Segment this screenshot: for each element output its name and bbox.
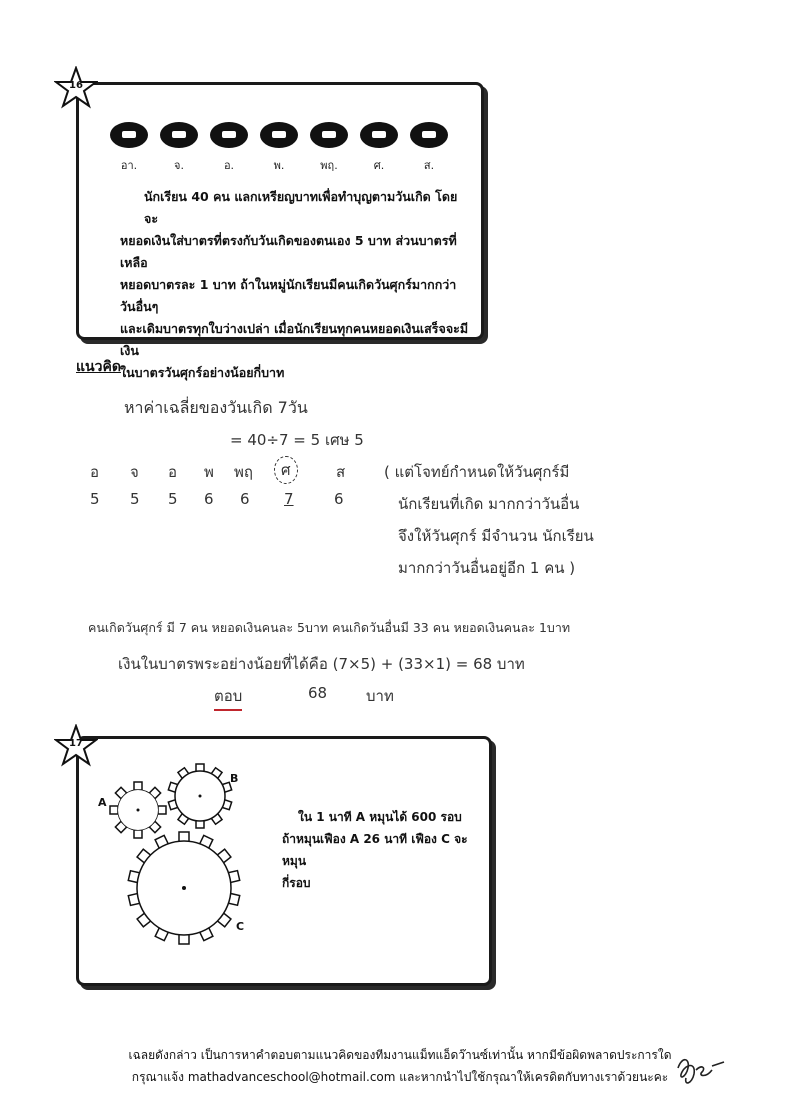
day-label: อ. (223, 159, 235, 172)
footer-line-2: กรุณาแจ้ง mathadvanceschool@hotmail.com และหากนำไปใช้กรุณาให้เครดิตกับทางเราด้วยนะคะ (131, 1070, 669, 1084)
count-value: 6 (204, 490, 214, 508)
problem-text-line: กี่รอบ (282, 876, 311, 890)
count-value: 5 (130, 490, 140, 508)
problem-number: 16 (69, 80, 83, 91)
day-label: พฤ. (320, 159, 338, 172)
solution-line-4: เงินในบาตรพระอย่างน้อยที่ได้คือ (7×5) + (33×1) = 68 บาท (118, 655, 525, 673)
count-value: 6 (240, 490, 250, 508)
day-label: จ. (174, 159, 184, 172)
signature-icon (672, 1050, 732, 1090)
day-abbrev: อ (90, 463, 100, 481)
day-abbrev: อ (168, 463, 178, 481)
problem-16-star (54, 66, 98, 110)
problem-text-line: หยอดบาตรละ 1 บาท ถ้าในหมู่นักเรียนมีคนเกิดวันศุกร์มากกว่าวันอื่นๆ (120, 277, 457, 314)
day-abbrev-friday (274, 456, 298, 484)
gears-diagram (90, 760, 290, 960)
alms-bowl-icon (310, 122, 348, 148)
problem-text-line: ถ้าหมุนเฟือง A 26 นาที เฟือง C จะหมุน (282, 832, 468, 868)
problem-number: 17 (69, 738, 83, 749)
gear-b-icon (168, 764, 231, 828)
answer-label: ตอบ (214, 684, 242, 711)
count-value-friday: 7 (284, 490, 294, 508)
alms-bowl-icon (260, 122, 298, 148)
solution-line-2: = 40÷7 = 5 เศษ 5 (230, 431, 364, 449)
gear-a-icon (110, 782, 166, 838)
day-label: อา. (120, 159, 138, 172)
note-line: จึงให้วันศุกร์ มีจำนวน นักเรียน (398, 527, 594, 545)
answer-value: 68 (308, 684, 328, 702)
gear-label-c: C (236, 920, 245, 933)
alms-bowl-icon (210, 122, 248, 148)
alms-bowl-icon (360, 122, 398, 148)
gear-label-a: A (98, 796, 107, 809)
note-line: ( แต่โจทย์กำหนดให้วันศุกร์มี (384, 463, 570, 481)
day-label: ส. (423, 159, 435, 172)
solution-line-3: คนเกิดวันศุกร์ มี 7 คน หยอดเงินคนละ 5บาท คนเกิดวันอื่นมี 33 คน หยอดเงินคนละ 1บาท (88, 620, 571, 635)
problem-text-line: และเดิมบาตรทุกใบว่างเปล่า เมื่อนักเรียนทุกคนหยอดเงินเสร็จจะมีเงิน (120, 321, 469, 358)
answer-unit: บาท (366, 687, 394, 705)
solution-line-1: หาค่าเฉลี่ยของวันเกิด 7วัน (124, 398, 308, 417)
footer-line-1: เฉลยดังกล่าว เป็นการหาคำตอบตามแนวคิดของทีมงานแม็ทแอ็ดว๊านซ์เท่านั้น หากมีข้อผิดพลาดประการใด (128, 1048, 672, 1062)
day-abbrev: ศ (281, 461, 291, 479)
problem-text-line: นักเรียน 40 คน แลกเหรียญบาทเพื่อทำบุญตามวันเกิด โดยจะ (144, 189, 458, 226)
problem-16-text (120, 186, 470, 384)
day-abbrev: พ (204, 463, 214, 481)
note-line: นักเรียนที่เกิด มากกว่าวันอื่น (398, 495, 580, 513)
problem-text-line: ในบาตรวันศุกร์อย่างน้อยกี่บาท (120, 365, 285, 380)
note-line: มากกว่าวันอื่นอยู่อีก 1 คน ) (398, 559, 576, 577)
solution-heading: แนวคิด (76, 359, 121, 375)
day-abbrev: จ (130, 463, 139, 481)
problem-text-line: ใน 1 นาที A หมุนได้ 600 รอบ (298, 810, 462, 824)
alms-bowl-icon (160, 122, 198, 148)
count-value: 5 (90, 490, 100, 508)
alms-bowl-icon (110, 122, 148, 148)
gear-c-icon (128, 832, 239, 944)
gear-label-b: B (230, 772, 239, 785)
day-label: พ. (273, 159, 285, 172)
count-value: 5 (168, 490, 178, 508)
alms-bowl-icon (410, 122, 448, 148)
count-value: 6 (334, 490, 344, 508)
problem-text-line: หยอดเงินใส่บาตรที่ตรงกับวันเกิดของตนเอง 5 บาท ส่วนบาตรที่เหลือ (120, 233, 457, 270)
day-abbrev: พฤ (234, 463, 253, 481)
problem-17-text (282, 806, 482, 894)
day-label: ศ. (373, 159, 385, 172)
day-abbrev: ส (336, 463, 346, 481)
